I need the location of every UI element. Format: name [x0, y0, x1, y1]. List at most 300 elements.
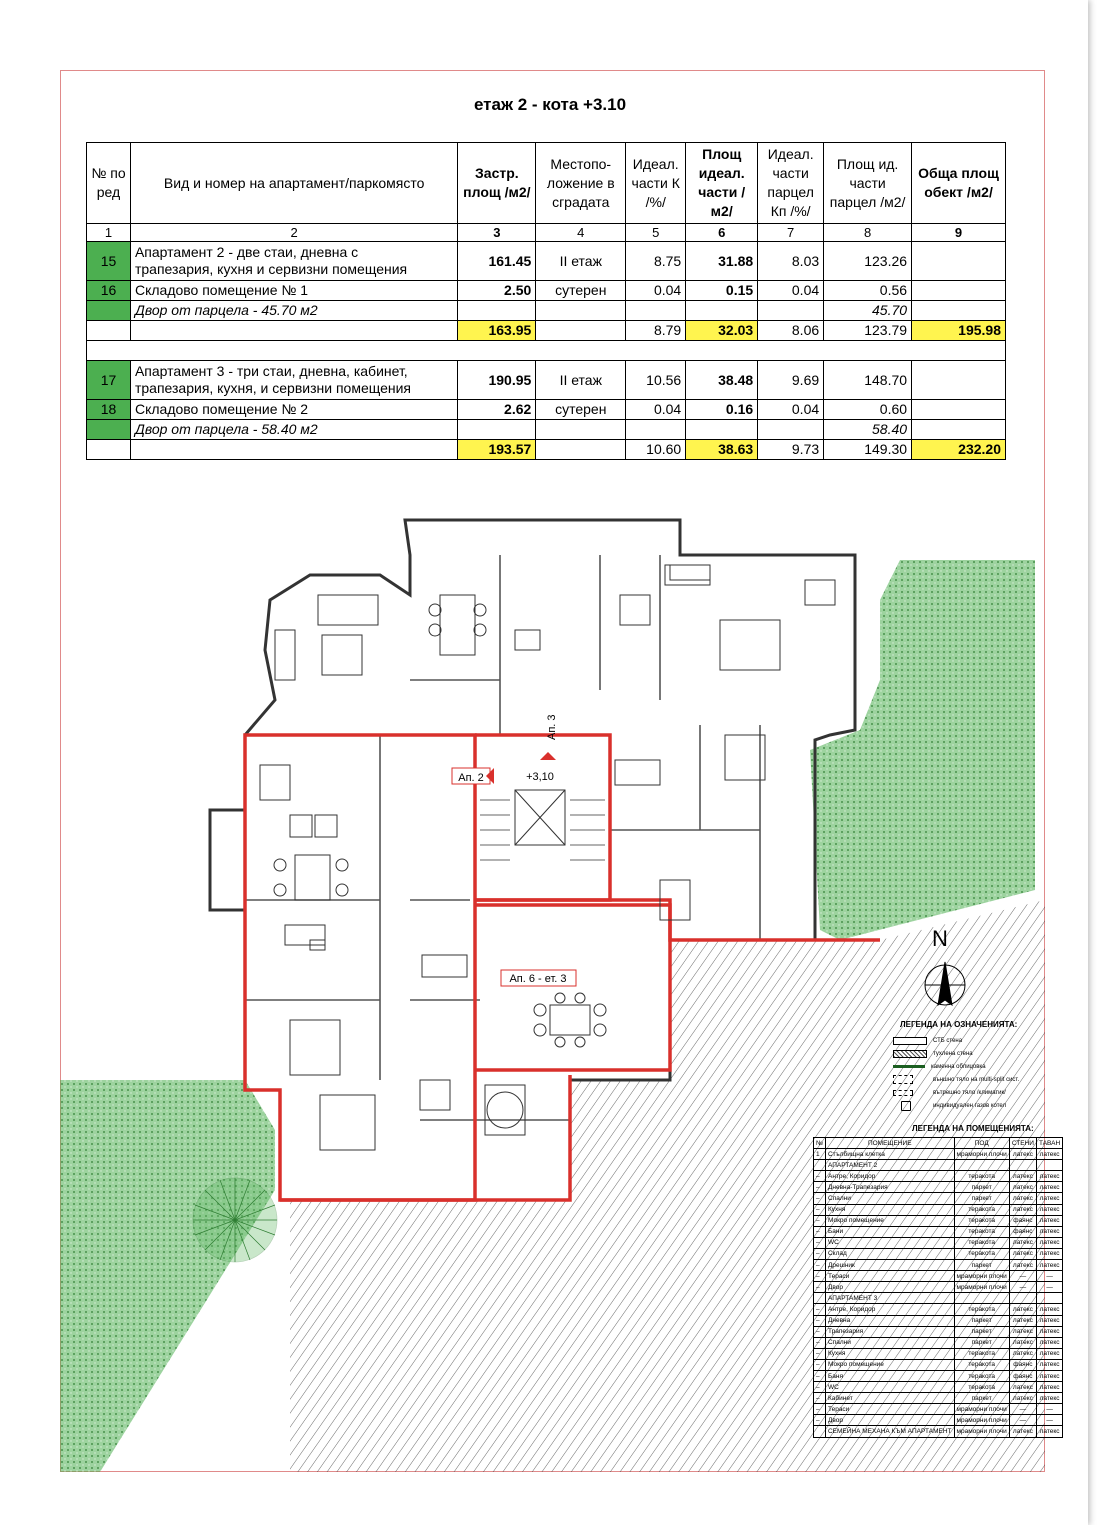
legend-room-cell: —: [1009, 1282, 1036, 1293]
legend-header-cell: ПОМЕЩЕНИЕ: [825, 1138, 954, 1149]
area-cell: 190.95: [458, 361, 536, 400]
legend-room-cell: —: [1009, 1404, 1036, 1415]
spacer-cell: [87, 341, 1006, 361]
legend-room-cell: –: [814, 1348, 826, 1359]
legend-room-cell: –: [814, 1248, 826, 1259]
legend-room-cell: Бани: [825, 1226, 954, 1237]
legend-room-cell: –: [814, 1415, 826, 1426]
legend-room-cell: теракота: [954, 1382, 1009, 1393]
stone-cladding-icon: [893, 1065, 925, 1068]
legend-room-cell: Мокро помещение: [825, 1215, 954, 1226]
row-number: 17: [87, 361, 131, 400]
legend-room-cell: латекс: [1036, 1182, 1062, 1193]
legend-room-cell: –: [814, 1215, 826, 1226]
legend-room-cell: латекс: [1036, 1226, 1062, 1237]
legend-room-cell: Кухня: [825, 1204, 954, 1215]
legend-room-cell: Баня: [825, 1370, 954, 1381]
ap3-arrow-icon: [540, 752, 556, 760]
legend-room-row: [814, 1315, 1063, 1326]
area-cell: 2.62: [458, 400, 536, 420]
legend-room-row: [814, 1304, 1063, 1315]
legend-room-cell: фаянс: [1009, 1226, 1036, 1237]
legend-room-row: [814, 1204, 1063, 1215]
legend-room-cell: латекс: [1036, 1304, 1062, 1315]
legend-room-cell: латекс: [1009, 1204, 1036, 1215]
area-cell: [458, 420, 536, 440]
table-row: [87, 400, 1006, 420]
legend-room-cell: фаянс: [1009, 1370, 1036, 1381]
legend-room-cell: –: [814, 1171, 826, 1182]
legend-room-cell: латекс: [1009, 1182, 1036, 1193]
overall-cell: [912, 400, 1006, 420]
legend-room-cell: теракота: [954, 1171, 1009, 1182]
legend-symbol-row: [893, 1034, 1043, 1047]
legend-header-row: [814, 1138, 1063, 1149]
tree-icon: [193, 1178, 277, 1262]
table-total-row: [87, 321, 1006, 341]
total-k: 10.60: [626, 440, 686, 460]
legend-room-cell: Спални: [825, 1193, 954, 1204]
kp-cell: 0.04: [758, 281, 824, 301]
ap2-label: Ап. 2: [458, 772, 484, 784]
k-cell: 0.04: [626, 400, 686, 420]
legend-room-row: [814, 1404, 1063, 1415]
column-number-row: [87, 224, 1006, 242]
kp-cell: 0.04: [758, 400, 824, 420]
legend-symbol-label: каменна облицовка: [931, 1063, 986, 1070]
legend-header-cell: ТАВАН: [1036, 1138, 1062, 1149]
legend-room-row: [814, 1171, 1063, 1182]
legend-room-cell: латекс: [1036, 1237, 1062, 1248]
row-name: [130, 440, 457, 460]
column-number: 2: [130, 224, 457, 242]
table-row: [87, 361, 1006, 400]
legend-room-cell: латекс: [1009, 1149, 1036, 1160]
row-name: Складово помещение № 1: [130, 281, 457, 301]
legend-room-row: [814, 1426, 1063, 1437]
legend-room-cell: –: [814, 1359, 826, 1370]
ideal-cell: 31.88: [686, 242, 758, 281]
legend-room-cell: 1: [814, 1149, 826, 1160]
legend-room-cell: Дневна: [825, 1315, 954, 1326]
overall-cell: [912, 420, 1006, 440]
legend-room-cell: латекс: [1036, 1171, 1062, 1182]
table-row: [87, 301, 1006, 321]
legend-room-cell: [1036, 1293, 1062, 1304]
location-cell: сутерен: [536, 400, 626, 420]
legend-room-cell: —: [1009, 1415, 1036, 1426]
legend-rooms-title: ЛЕГЕНДА НА ПОМЕЩЕНИЯТА:: [912, 1124, 1034, 1133]
legend-room-cell: мраморни плочи: [954, 1149, 1009, 1160]
row-name: [130, 242, 457, 281]
legend-room-cell: –: [814, 1382, 826, 1393]
legend-room-cell: паркет: [954, 1326, 1009, 1337]
total-area: 163.95: [458, 321, 536, 341]
ideal-cell: [686, 420, 758, 440]
legend-symbol-row: [893, 1047, 1043, 1060]
legend-symbol-row: [893, 1060, 1043, 1073]
legend-room-row: [814, 1382, 1063, 1393]
legend-room-cell: —: [1036, 1404, 1062, 1415]
legend-symbol-label: вътрешно тяло /климатик/: [933, 1089, 1006, 1096]
legend-room-cell: Спални: [825, 1337, 954, 1348]
legend-symbol-label: тухлена стена: [933, 1050, 973, 1057]
legend-room-cell: латекс: [1009, 1248, 1036, 1259]
legend-room-row: [814, 1326, 1063, 1337]
legend-room-cell: фаянс: [1009, 1215, 1036, 1226]
legend-room-cell: паркет: [954, 1260, 1009, 1271]
legend-room-cell: –: [814, 1315, 826, 1326]
header-cell: Площ ид. части парцел /м2/: [824, 143, 912, 224]
legend-room-cell: [814, 1160, 826, 1171]
row-name: [130, 361, 457, 400]
legend-room-cell: Кабинет: [825, 1393, 954, 1404]
legend-room-cell: мраморни плочи: [954, 1404, 1009, 1415]
legend-room-cell: –: [814, 1370, 826, 1381]
column-number: 6: [686, 224, 758, 242]
legend-room-cell: латекс: [1009, 1260, 1036, 1271]
legend-room-cell: Кухня: [825, 1348, 954, 1359]
legend-room-cell: Двор: [825, 1415, 954, 1426]
row-number: 18: [87, 400, 131, 420]
row-number: 16: [87, 281, 131, 301]
header-cell: Застр. площ /м2/: [458, 143, 536, 224]
table-total-row: [87, 440, 1006, 460]
outdoor-unit-icon: [893, 1075, 913, 1084]
legend-room-cell: Тераси: [825, 1404, 954, 1415]
row-name: Складово помещение № 2: [130, 400, 457, 420]
legend-room-row: [814, 1282, 1063, 1293]
parcel-cell: 123.26: [824, 242, 912, 281]
area-cell: 161.45: [458, 242, 536, 281]
legend-room-row: [814, 1337, 1063, 1348]
legend-room-cell: теракота: [954, 1248, 1009, 1259]
header-cell: Обща площ обект /м2/: [912, 143, 1006, 224]
legend-room-cell: [954, 1160, 1009, 1171]
legend-room-cell: мраморни плочи: [954, 1415, 1009, 1426]
parcel-cell: 0.60: [824, 400, 912, 420]
legend-header-cell: СТЕНИ: [1009, 1138, 1036, 1149]
level-label: +3,10: [526, 771, 554, 783]
row-name: Двор от парцела - 58.40 м2: [130, 420, 457, 440]
location-cell: [536, 440, 626, 460]
kp-cell: [758, 301, 824, 321]
total-kp: 8.06: [758, 321, 824, 341]
location-cell: сутерен: [536, 281, 626, 301]
legend-room-row: [814, 1193, 1063, 1204]
legend-room-cell: —: [1009, 1271, 1036, 1282]
legend-room-cell: латекс: [1009, 1426, 1036, 1437]
legend-room-cell: теракота: [954, 1204, 1009, 1215]
legend-room-row: [814, 1237, 1063, 1248]
legend-room-cell: [814, 1426, 826, 1437]
overall-cell: [912, 301, 1006, 321]
ideal-cell: [686, 301, 758, 321]
concrete-wall-icon: [893, 1037, 927, 1045]
legend-room-cell: Антре, Коридор: [825, 1171, 954, 1182]
row-name-line: трапезария, кухня, и сервизни помещения: [134, 380, 412, 396]
row-number: [87, 321, 131, 341]
total-area: 193.57: [458, 440, 536, 460]
legend-room-cell: латекс: [1036, 1326, 1062, 1337]
parcel-cell: 45.70: [824, 301, 912, 321]
location-cell: II етаж: [536, 361, 626, 400]
ideal-cell: 0.16: [686, 400, 758, 420]
legend-room-cell: [1009, 1160, 1036, 1171]
total-parcel: 149.30: [824, 440, 912, 460]
header-cell: Идеал. части К /%/: [626, 143, 686, 224]
legend-room-cell: паркет: [954, 1193, 1009, 1204]
total-ideal: 38.63: [686, 440, 758, 460]
table-row: [87, 281, 1006, 301]
legend-room-cell: латекс: [1036, 1149, 1062, 1160]
legend-room-cell: теракота: [954, 1237, 1009, 1248]
legend-room-cell: –: [814, 1326, 826, 1337]
ideal-cell: 0.15: [686, 281, 758, 301]
total-parcel: 123.79: [824, 321, 912, 341]
overall-cell: [912, 361, 1006, 400]
area-cell: 2.50: [458, 281, 536, 301]
ap6-label: Ап. 6 - ет. 3: [509, 973, 567, 985]
legend-room-cell: латекс: [1009, 1193, 1036, 1204]
legend-room-cell: [814, 1293, 826, 1304]
legend-room-cell: мраморни плочи: [954, 1426, 1009, 1437]
legend-room-cell: латекс: [1009, 1171, 1036, 1182]
legend-room-cell: —: [1036, 1415, 1062, 1426]
legend-room-cell: Антре, Коридор: [825, 1304, 954, 1315]
legend-room-cell: теракота: [954, 1348, 1009, 1359]
row-number: [87, 301, 131, 321]
legend-room-cell: латекс: [1009, 1237, 1036, 1248]
page-title: етаж 2 - кота +3.10: [473, 95, 627, 114]
legend-room-cell: фаянс: [1009, 1359, 1036, 1370]
legend-room-cell: [1009, 1293, 1036, 1304]
legend-room-row: [814, 1415, 1063, 1426]
table-header-row: [87, 143, 1006, 224]
legend-room-row: [814, 1149, 1063, 1160]
legend-room-cell: Дрешник: [825, 1260, 954, 1271]
apartment-table: [86, 142, 1006, 460]
location-cell: II етаж: [536, 242, 626, 281]
parcel-cell: 58.40: [824, 420, 912, 440]
legend-room-row: [814, 1226, 1063, 1237]
legend-room-row: [814, 1248, 1063, 1259]
kp-cell: [758, 420, 824, 440]
legend-room-cell: латекс: [1036, 1248, 1062, 1259]
header-cell: Вид и номер на апартамент/паркомясто: [130, 143, 457, 224]
column-number: 5: [626, 224, 686, 242]
column-number: 1: [87, 224, 131, 242]
legend-room-cell: Тераси: [825, 1271, 954, 1282]
parcel-cell: 148.70: [824, 361, 912, 400]
legend-room-cell: –: [814, 1204, 826, 1215]
lawn-right: [810, 560, 1035, 940]
table-row: [87, 420, 1006, 440]
legend-room-cell: латекс: [1036, 1260, 1062, 1271]
legend-symbol-label: СТБ стена: [933, 1037, 963, 1044]
legend-room-cell: латекс: [1036, 1193, 1062, 1204]
legend-room-cell: Дневна-Трапезария: [825, 1182, 954, 1193]
legend-room-cell: мраморни плочи: [954, 1271, 1009, 1282]
legend-room-cell: латекс: [1009, 1337, 1036, 1348]
k-cell: [626, 420, 686, 440]
legend-room-cell: СЕМЕЙНА МЕХАНА КЪМ АПАРТАМЕНТ: [825, 1426, 954, 1437]
legend-room-row: [814, 1215, 1063, 1226]
area-cell: [458, 301, 536, 321]
legend-room-cell: теракота: [954, 1226, 1009, 1237]
column-number: 8: [824, 224, 912, 242]
legend-room-cell: латекс: [1036, 1337, 1062, 1348]
legend-room-cell: теракота: [954, 1304, 1009, 1315]
legend-room-cell: —: [1036, 1271, 1062, 1282]
legend-header-cell: №: [814, 1138, 826, 1149]
legend-room-cell: латекс: [1009, 1382, 1036, 1393]
row-number: [87, 420, 131, 440]
k-cell: 8.75: [626, 242, 686, 281]
legend-room-cell: латекс: [1036, 1382, 1062, 1393]
legend-room-cell: –: [814, 1304, 826, 1315]
ideal-cell: 38.48: [686, 361, 758, 400]
legend-room-cell: латекс: [1036, 1204, 1062, 1215]
k-cell: 10.56: [626, 361, 686, 400]
kp-cell: 8.03: [758, 242, 824, 281]
legend-room-cell: WC: [825, 1237, 954, 1248]
legend-room-cell: паркет: [954, 1182, 1009, 1193]
table-spacer: [87, 341, 1006, 361]
legend-room-cell: латекс: [1036, 1393, 1062, 1404]
legend-room-cell: –: [814, 1182, 826, 1193]
location-cell: [536, 321, 626, 341]
legend-room-cell: латекс: [1036, 1426, 1062, 1437]
row-number: [87, 440, 131, 460]
legend-room-cell: Трапезария: [825, 1326, 954, 1337]
legend-room-row: [814, 1393, 1063, 1404]
legend-room-cell: –: [814, 1282, 826, 1293]
total-overall: 195.98: [912, 321, 1006, 341]
legend-symbol-label: индивидуален газов котел: [933, 1102, 1007, 1109]
legend-room-cell: –: [814, 1271, 826, 1282]
k-cell: 0.04: [626, 281, 686, 301]
legend-room-cell: латекс: [1036, 1348, 1062, 1359]
legend-room-cell: –: [814, 1226, 826, 1237]
header-cell: Местопо-ложение в сградата: [536, 143, 626, 224]
legend-room-cell: Стълбищна клетка: [825, 1149, 954, 1160]
legend-room-row: [814, 1370, 1063, 1381]
kp-cell: 9.69: [758, 361, 824, 400]
legend-room-cell: –: [814, 1193, 826, 1204]
legend-room-cell: мраморни плочи: [954, 1282, 1009, 1293]
column-number: 3: [458, 224, 536, 242]
legend-header-cell: ПОД: [954, 1138, 1009, 1149]
legend-symbol-row: [893, 1073, 1043, 1086]
total-ideal: 32.03: [686, 321, 758, 341]
legend-room-cell: –: [814, 1237, 826, 1248]
legend-room-cell: латекс: [1009, 1393, 1036, 1404]
legend-symbol-row: [893, 1086, 1043, 1099]
overall-cell: [912, 281, 1006, 301]
legend-room-cell: –: [814, 1404, 826, 1415]
north-label: N: [932, 926, 948, 951]
lawn-left: [60, 1080, 275, 1472]
column-number: 7: [758, 224, 824, 242]
legend-room-cell: латекс: [1009, 1326, 1036, 1337]
gas-boiler-icon: [901, 1101, 911, 1111]
total-kp: 9.73: [758, 440, 824, 460]
header-cell: Площ идеал. части /м2/: [686, 143, 758, 224]
legend-room-row: [814, 1271, 1063, 1282]
row-name-line: Апартамент 2 - две стаи, дневна с: [134, 244, 359, 260]
legend-room-cell: Склад: [825, 1248, 954, 1259]
row-number: 15: [87, 242, 131, 281]
legend-room-cell: АПАРТАМЕНТ 3: [825, 1293, 954, 1304]
legend-room-cell: –: [814, 1337, 826, 1348]
parcel-cell: 0.56: [824, 281, 912, 301]
brick-wall-icon: [893, 1050, 927, 1058]
header-cell: Идеал. части парцел Кп /%/: [758, 143, 824, 224]
legend-room-cell: латекс: [1036, 1315, 1062, 1326]
legend-symbols-title: ЛЕГЕНДА НА ОЗНАЧЕНИЯТА:: [900, 1020, 1018, 1029]
legend-room-cell: латекс: [1009, 1315, 1036, 1326]
legend-room-cell: теракота: [954, 1215, 1009, 1226]
ap3-label: Ап. 3: [546, 714, 558, 740]
legend-room-cell: паркет: [954, 1315, 1009, 1326]
legend-room-row: [814, 1260, 1063, 1271]
legend-room-cell: АПАРТАМЕНТ 2: [825, 1160, 954, 1171]
legend-symbols: [893, 1034, 1043, 1112]
row-name-line: трапезария, кухня и сервизни помещения: [134, 261, 408, 277]
overall-cell: [912, 242, 1006, 281]
k-cell: [626, 301, 686, 321]
legend-room-row: [814, 1182, 1063, 1193]
row-name: Двор от парцела - 45.70 м2: [130, 301, 457, 321]
legend-room-row: [814, 1160, 1063, 1171]
legend-room-cell: латекс: [1036, 1370, 1062, 1381]
legend-room-row: [814, 1293, 1063, 1304]
legend-room-cell: –: [814, 1393, 826, 1404]
legend-room-cell: латекс: [1009, 1304, 1036, 1315]
legend-room-cell: теракота: [954, 1370, 1009, 1381]
legend-room-cell: латекс: [1036, 1215, 1062, 1226]
legend-room-cell: теракота: [954, 1359, 1009, 1370]
legend-room-cell: паркет: [954, 1393, 1009, 1404]
legend-rooms-table: [813, 1137, 1063, 1438]
column-number: 4: [536, 224, 626, 242]
legend-room-cell: WC: [825, 1382, 954, 1393]
legend-room-cell: латекс: [1009, 1348, 1036, 1359]
legend-symbol-label: външно тяло на multi-split сист.: [933, 1076, 1020, 1083]
location-cell: [536, 420, 626, 440]
legend-room-cell: [1036, 1160, 1062, 1171]
legend-room-row: [814, 1348, 1063, 1359]
legend-room-cell: Двор: [825, 1282, 954, 1293]
total-k: 8.79: [626, 321, 686, 341]
row-name: [130, 321, 457, 341]
legend-room-cell: латекс: [1036, 1359, 1062, 1370]
row-name-line: Апартамент 3 - три стаи, дневна, кабинет,: [134, 363, 408, 379]
header-cell: № по ред: [87, 143, 131, 224]
total-overall: 232.20: [912, 440, 1006, 460]
legend-room-cell: Мокро помещение: [825, 1359, 954, 1370]
legend-symbol-row: [893, 1099, 1043, 1112]
legend-room-cell: [954, 1293, 1009, 1304]
legend-room-cell: –: [814, 1260, 826, 1271]
legend-room-cell: —: [1036, 1282, 1062, 1293]
legend-room-row: [814, 1359, 1063, 1370]
indoor-unit-icon: [893, 1090, 913, 1096]
table-row: [87, 242, 1006, 281]
location-cell: [536, 301, 626, 321]
column-number: 9: [912, 224, 1006, 242]
